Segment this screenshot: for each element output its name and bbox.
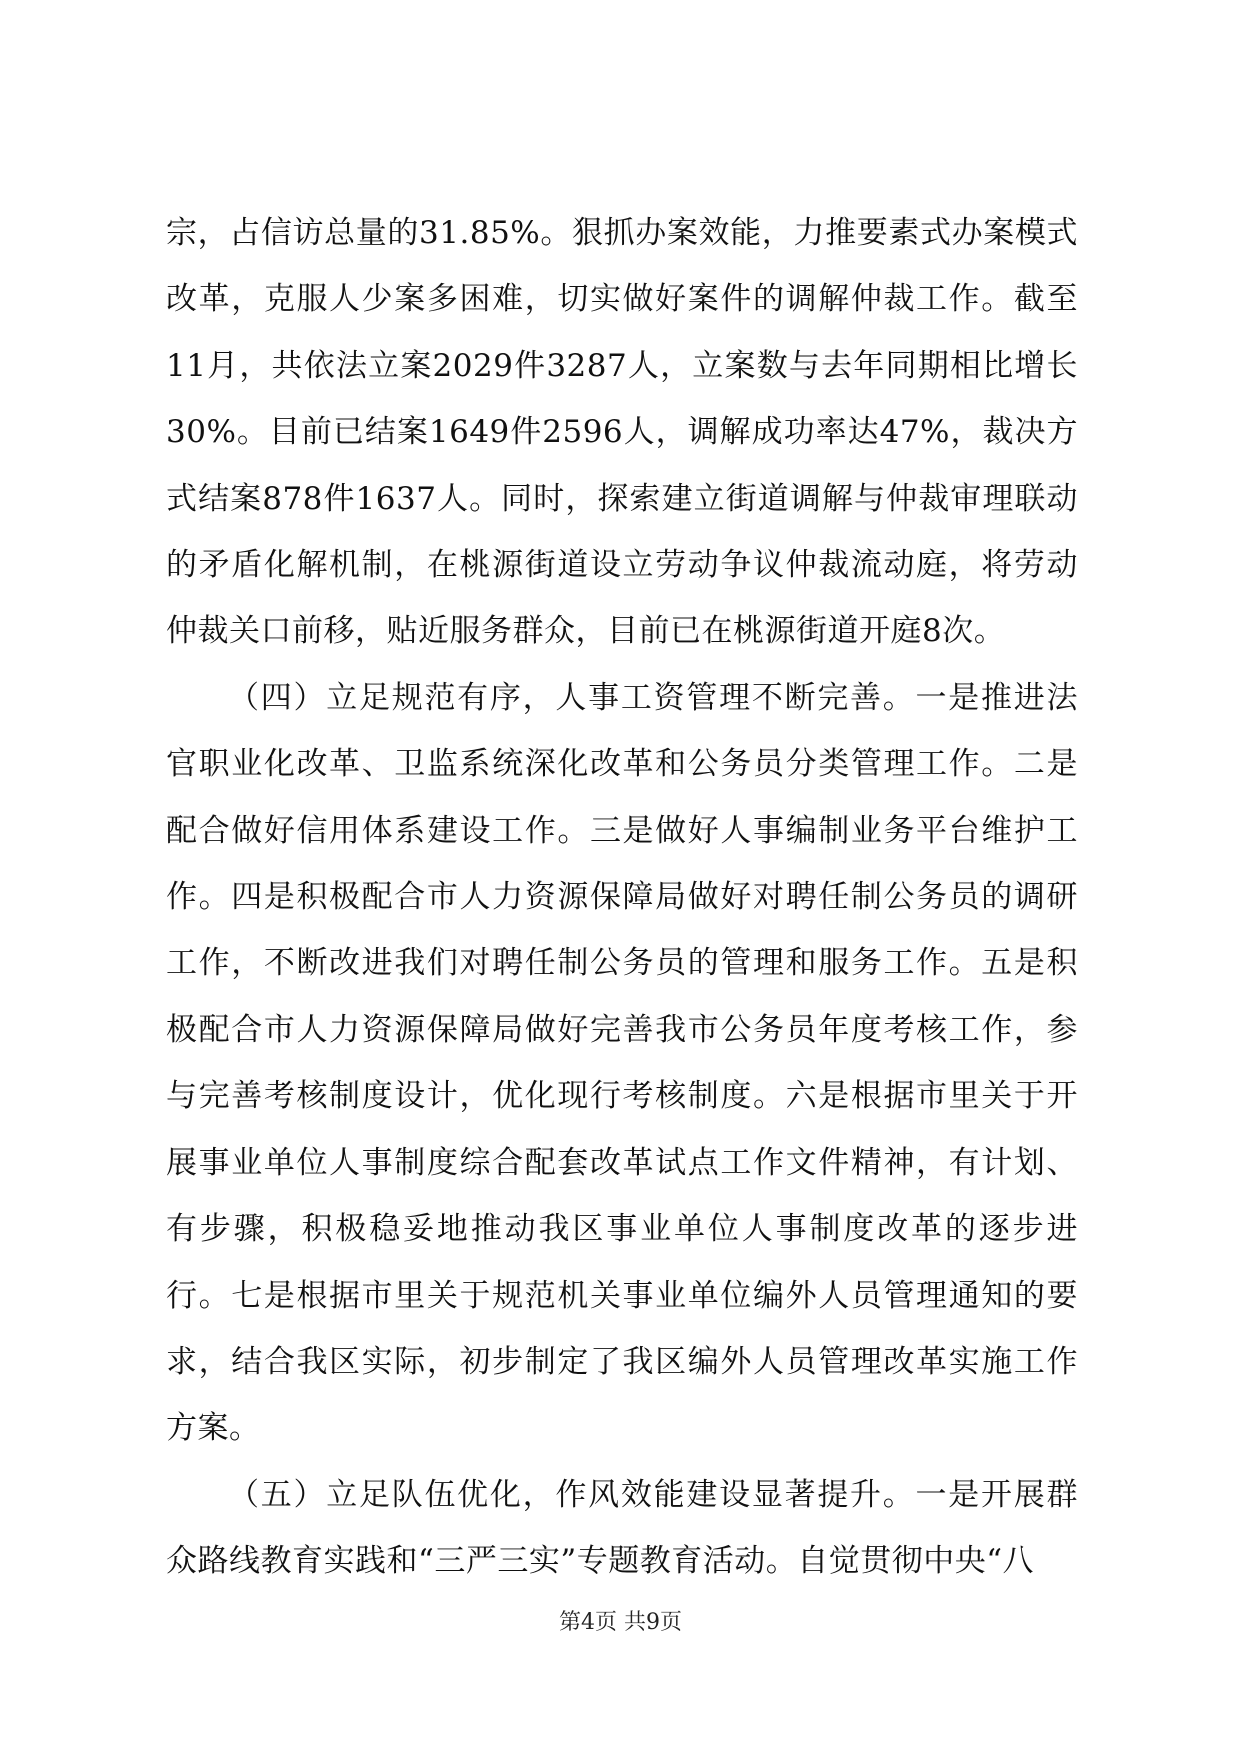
paragraph-team-optimization: （五）立足队伍优化，作风效能建设显著提升。一是开展群众路线教育实践和“三严三实”专题教育活动。自觉贯彻中央“八	[166, 1476, 1078, 1580]
page-footer	[0, 1608, 1241, 1638]
page-number-label: 第4页 共9页	[559, 1610, 682, 1635]
document-body	[166, 200, 1078, 1595]
paragraph-personnel-management: （四）立足规范有序，人事工资管理不断完善。一是推进法官职业化改革、卫监系统深化改革和公务员分类管理工作。二是配合做好信用体系建设工作。三是做好人事编制业务平台维护工作。四是积极配合市人力资源保障局做好对聘任制公务员的调研工作，不断改进我们对聘任制公务员的管理和服务工作。五是积极配合市人力资源保障局做好完善我市公务员年度考核工作，参与完善考核制度设计，优化现行考核制度。六是根据市里关于开展事业单位人事制度综合配套改革试点工作文件精神，有计划、有步骤，积极稳妥地推动我区事业单位人事制度改革的逐步进行。七是根据市里关于规范机关事业单位编外人员管理通知的要求，结合我区实际，初步制定了我区编外人员管理改革实施工作方案。	[166, 679, 1078, 1447]
paragraph-arbitration-cases: 宗，占信访总量的31.85%。狠抓办案效能，力推要素式办案模式改革，克服人少案多困难，切实做好案件的调解仲裁工作。截至11月，共依法立案2029件3287人，立案数与去年同期相比增长30%。目前已结案1649件2596人，调解成功率达47%，裁决方式结案878件1637人。同时，探索建立街道调解与仲裁审理联动的矛盾化解机制，在桃源街道设立劳动争议仲裁流动庭，将劳动仲裁关口前移，贴近服务群众，目前已在桃源街道开庭8次。	[166, 215, 1078, 650]
